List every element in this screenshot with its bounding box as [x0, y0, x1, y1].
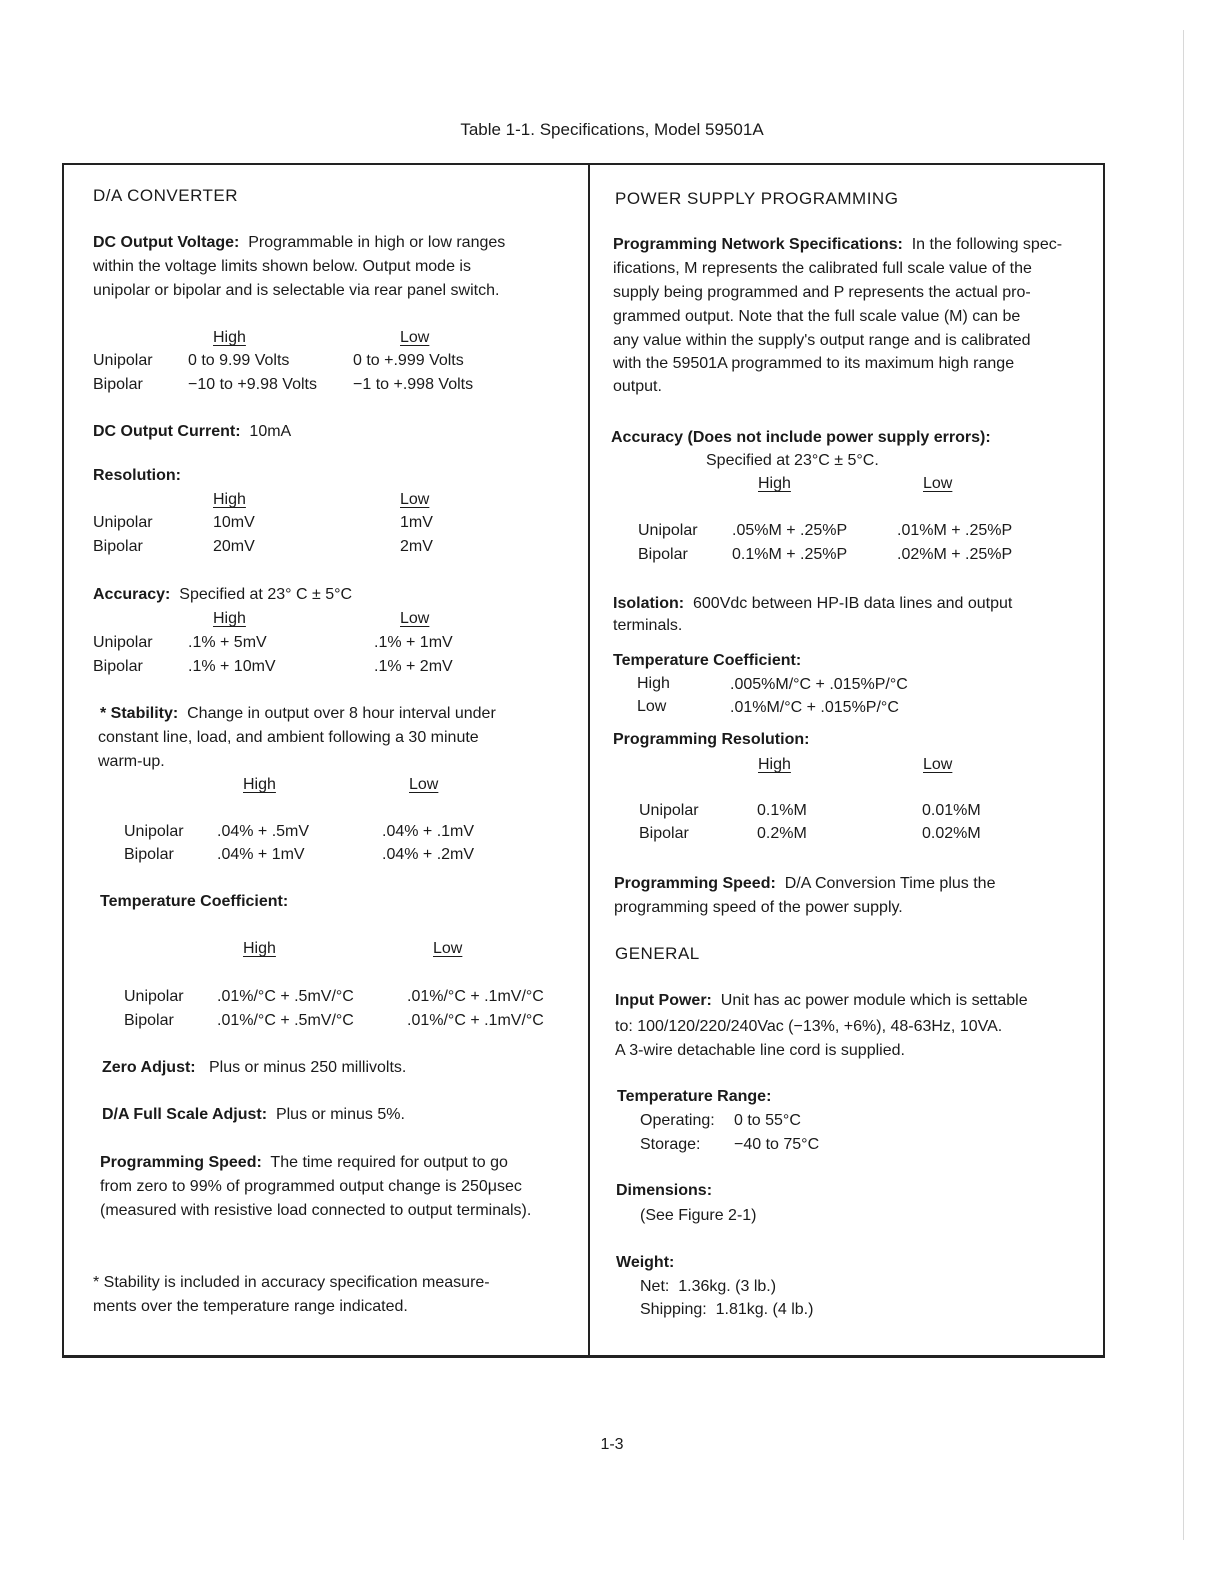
stability-line-2: constant line, load, and ambient following a 30 minute: [98, 729, 479, 746]
resolution-col-low: Low: [400, 491, 430, 508]
column-divider: [588, 165, 590, 1357]
accuracy-col-high: High: [213, 610, 246, 627]
accuracy-row-high: .1% + 5mV: [188, 634, 267, 651]
dc-output-voltage-label: DC Output Voltage:: [93, 234, 240, 251]
ps-prog-speed-label: Programming Speed:: [614, 875, 776, 892]
network-spec-line-5: any value within the supply's output range and is calibrated: [613, 332, 1031, 349]
dc-voltage-row-low: −1 to +.998 Volts: [353, 376, 474, 393]
dc-output-voltage-line-2: within the voltage limits shown below. Output mode is: [93, 258, 471, 275]
weight-row-name: Net:: [640, 1278, 670, 1295]
stability-row-high: .04% + .5mV: [217, 823, 310, 840]
dc-output-current-value: 10mA: [249, 423, 292, 440]
network-spec-line-3: supply being programmed and P represents the actual pro-: [613, 284, 1031, 301]
ps-accuracy-row-high: .05%M + .25%P: [732, 522, 848, 539]
prog-resolution-col-high: High: [758, 756, 791, 773]
weight-label: Weight:: [616, 1254, 675, 1271]
ps-accuracy-col-low: Low: [923, 475, 953, 492]
resolution-col-high: High: [213, 491, 246, 508]
accuracy: [93, 583, 352, 607]
dc-voltage-row-low: 0 to +.999 Volts: [353, 352, 464, 369]
scan-edge-line: [1183, 30, 1184, 1540]
weight-row: [640, 1275, 776, 1299]
stability-row-name: Unipolar: [124, 823, 184, 840]
stability-row-high: .04% + 1mV: [217, 846, 305, 863]
isolation-line-2: terminals.: [613, 617, 683, 634]
general-heading: GENERAL: [615, 944, 700, 963]
ps-prog-speed-line-2: programming speed of the power supply.: [614, 899, 903, 916]
dc-output-current: [93, 420, 291, 444]
input-power-label: Input Power:: [615, 992, 712, 1009]
stability-row-low: .04% + .2mV: [382, 846, 475, 863]
prog-speed-line-2: from zero to 99% of programmed output change is 250μsec: [100, 1178, 522, 1195]
temp-coeff-row-name: Unipolar: [124, 988, 184, 1005]
accuracy-col-low: Low: [400, 610, 430, 627]
full-scale-adjust-value: Plus or minus 5%.: [275, 1106, 405, 1123]
temp-coeff-row-name: Bipolar: [124, 1012, 174, 1029]
network-spec-line-2: ifications, M represents the calibrated full scale value of the: [613, 260, 1032, 277]
accuracy-value: Specified at 23° C ± 5°C: [179, 586, 353, 603]
full-scale-adjust-label: D/A Full Scale Adjust:: [102, 1106, 268, 1123]
resolution-row-low: 2mV: [400, 538, 433, 555]
temp-coeff-row-low: .01%/°C + .1mV/°C: [407, 988, 544, 1005]
ps-accuracy-row-low: .02%M + .25%P: [897, 546, 1013, 563]
network-spec-label: Programming Network Specifications:: [613, 236, 903, 253]
ps-temp-coeff-row-value: .005%M/°C + .015%P/°C: [730, 676, 908, 693]
dc-output-voltage-line-3: unipolar or bipolar and is selectable via rear panel switch.: [93, 282, 500, 299]
isolation-line-1: Isolation: 600Vdc between HP-IB data lines and output: [613, 595, 1013, 612]
zero-adjust: [102, 1056, 406, 1080]
ps-accuracy-row-low: .01%M + .25%P: [897, 522, 1013, 539]
ps-accuracy-label: Accuracy (Does not include power supply errors):: [611, 429, 991, 446]
dc-output-voltage-line-1: DC Output Voltage: Programmable in high or low ranges: [93, 234, 506, 251]
power-supply-programming-heading: POWER SUPPLY PROGRAMMING: [615, 189, 899, 208]
resolution-row-name: Bipolar: [93, 538, 143, 555]
da-converter-heading: D/A CONVERTER: [93, 186, 239, 205]
temp-coeff-col-low: Low: [433, 940, 463, 957]
dimensions-value: (See Figure 2-1): [640, 1207, 757, 1224]
prog-resolution-row-name: Unipolar: [639, 802, 699, 819]
temp-range-row-name: Operating:: [640, 1112, 715, 1129]
stability-line-3: warm-up.: [98, 753, 165, 770]
temp-range-row-value: 0 to 55°C: [734, 1112, 801, 1129]
resolution-label: Resolution:: [93, 467, 181, 484]
dc-voltage-row-high: −10 to +9.98 Volts: [188, 376, 317, 393]
temp-coeff-row-low: .01%/°C + .1mV/°C: [407, 1012, 544, 1029]
weight-row-value: 1.36kg. (3 lb.): [678, 1278, 777, 1295]
prog-resolution-row-high: 0.2%M: [757, 825, 807, 842]
temp-range-row-name: Storage:: [640, 1136, 701, 1153]
prog-speed-line-3: (measured with resistive load connected to output terminals).: [100, 1202, 532, 1219]
stability-row-low: .04% + .1mV: [382, 823, 475, 840]
prog-resolution-row-name: Bipolar: [639, 825, 689, 842]
ps-temp-coeff-row-name: High: [637, 675, 670, 692]
temp-range-label: Temperature Range:: [617, 1088, 772, 1105]
ps-accuracy-row-name: Bipolar: [638, 546, 688, 563]
stability-col-low: Low: [409, 776, 439, 793]
resolution-row-name: Unipolar: [93, 514, 153, 531]
dc-output-current-label: DC Output Current:: [93, 423, 241, 440]
temp-coeff-col-high: High: [243, 940, 276, 957]
temp-coeff-row-high: .01%/°C + .5mV/°C: [217, 1012, 354, 1029]
network-spec-line-1: Programming Network Specifications: In the following spec-: [613, 236, 1063, 253]
prog-resolution-label: Programming Resolution:: [613, 731, 810, 748]
weight-row-value: 1.81kg. (4 lb.): [715, 1301, 814, 1318]
prog-speed-line-1: Programming Speed: The time required for output to go: [100, 1154, 508, 1171]
ps-temp-coeff-row-name: Low: [637, 698, 667, 715]
input-power-line-2: to: 100/120/220/240Vac (−13%, +6%), 48-63Hz, 10VA.: [615, 1018, 1003, 1035]
network-spec-line-6: with the 59501A programmed to its maximum high range: [613, 355, 1015, 372]
resolution-row-low: 1mV: [400, 514, 433, 531]
accuracy-row-name: Bipolar: [93, 658, 143, 675]
ps-temp-coeff-label: Temperature Coefficient:: [613, 652, 802, 669]
weight-row: [640, 1298, 813, 1322]
temp-coeff-row-high: .01%/°C + .5mV/°C: [217, 988, 354, 1005]
temp-coeff-label: Temperature Coefficient:: [100, 893, 289, 910]
accuracy-row-low: .1% + 2mV: [374, 658, 453, 675]
input-power-line-3: A 3-wire detachable line cord is supplied.: [615, 1042, 905, 1059]
footnote-line-1: * Stability is included in accuracy specification measure-: [93, 1274, 490, 1291]
ps-temp-coeff-row-value: .01%M/°C + .015%P/°C: [730, 699, 899, 716]
network-spec-line-4: grammed output. Note that the full scale value (M) can be: [613, 308, 1021, 325]
isolation-label: Isolation:: [613, 595, 685, 612]
temp-range-row-value: −40 to 75°C: [734, 1136, 820, 1153]
prog-resolution-row-low: 0.01%M: [922, 802, 981, 819]
network-spec-line-7: output.: [613, 378, 662, 395]
stability-label: * Stability:: [100, 705, 179, 722]
accuracy-label: Accuracy:: [93, 586, 171, 603]
zero-adjust-label: Zero Adjust:: [102, 1059, 196, 1076]
input-power-line-1: Input Power: Unit has ac power module which is settable: [615, 992, 1028, 1009]
dc-voltage-col-low: Low: [400, 329, 430, 346]
ps-accuracy-row-name: Unipolar: [638, 522, 698, 539]
dc-voltage-col-high: High: [213, 329, 246, 346]
ps-accuracy-sub: Specified at 23°C ± 5°C.: [706, 452, 879, 469]
ps-accuracy-col-high: High: [758, 475, 791, 492]
footnote-line-2: ments over the temperature range indicated.: [93, 1298, 408, 1315]
dc-voltage-row-name: Bipolar: [93, 376, 143, 393]
dc-voltage-row-high: 0 to 9.99 Volts: [188, 352, 290, 369]
stability-line-1: * Stability: Change in output over 8 hour interval under: [100, 705, 496, 722]
dc-voltage-row-name: Unipolar: [93, 352, 153, 369]
full-scale-adjust: [102, 1103, 405, 1127]
resolution-row-high: 10mV: [213, 514, 255, 531]
prog-resolution-col-low: Low: [923, 756, 953, 773]
dimensions-label: Dimensions:: [616, 1182, 713, 1199]
page-number: 1-3: [600, 1436, 624, 1453]
accuracy-row-name: Unipolar: [93, 634, 153, 651]
zero-adjust-value: Plus or minus 250 millivolts.: [208, 1059, 407, 1076]
table-title: Table 1-1. Specifications, Model 59501A: [460, 120, 764, 139]
prog-resolution-row-low: 0.02%M: [922, 825, 981, 842]
prog-speed-label: Programming Speed:: [100, 1154, 262, 1171]
stability-row-name: Bipolar: [124, 846, 174, 863]
accuracy-row-low: .1% + 1mV: [374, 634, 453, 651]
accuracy-row-high: .1% + 10mV: [188, 658, 276, 675]
stability-col-high: High: [243, 776, 276, 793]
prog-resolution-row-high: 0.1%M: [757, 802, 807, 819]
resolution-row-high: 20mV: [213, 538, 255, 555]
ps-accuracy-row-high: 0.1%M + .25%P: [732, 546, 848, 563]
weight-row-name: Shipping:: [640, 1301, 707, 1318]
ps-prog-speed-line-1: Programming Speed: D/A Conversion Time plus the: [614, 875, 996, 892]
